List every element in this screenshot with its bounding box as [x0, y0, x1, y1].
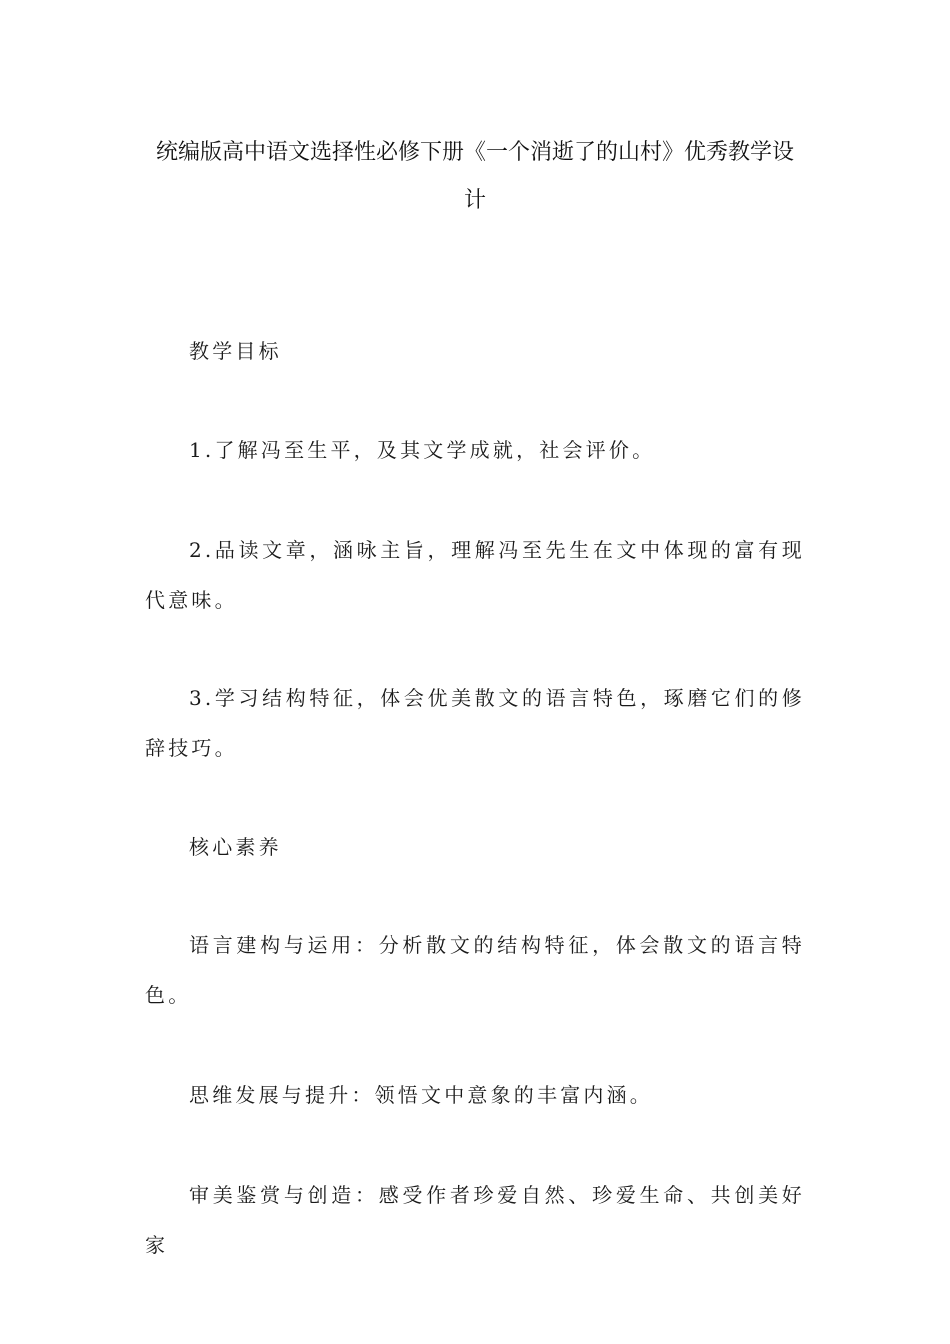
goal-item-3: 3.学习结构特征，体会优美散文的语言特色，琢磨它们的修辞技巧。 — [145, 686, 805, 760]
core-item-thinking: 思维发展与提升：领悟文中意象的丰富内涵。 — [189, 1083, 653, 1107]
core-item-aesthetics: 审美鉴赏与创造：感受作者珍爱自然、珍爱生命、共创美好家 — [145, 1183, 805, 1257]
heading-core-literacy: 核心素养 — [189, 835, 282, 859]
core-item-language: 语言建构与运用：分析散文的结构特征，体会散文的语言特色。 — [145, 933, 805, 1007]
goal-item-2: 2.品读文章，涵咏主旨，理解冯至先生在文中体现的富有现代意味。 — [145, 538, 805, 612]
document-title-line-2: 计 — [463, 188, 486, 213]
goal-item-1: 1.了解冯至生平，及其文学成就，社会评价。 — [189, 438, 656, 462]
heading-teaching-goals: 教学目标 — [189, 339, 282, 363]
document-title-line-1: 统编版高中语文选择性必修下册《一个消逝了的山村》优秀教学设 — [155, 140, 794, 165]
